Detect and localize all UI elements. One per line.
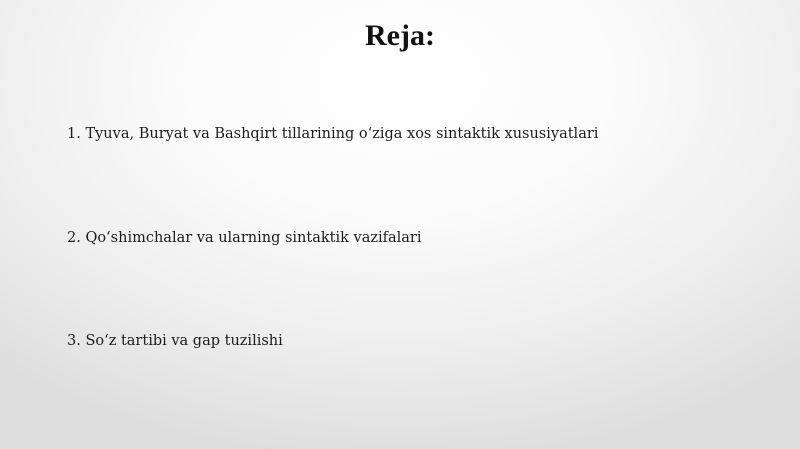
- list-item-3: 3. So‘z tartibi va gap tuzilishi: [67, 333, 283, 349]
- list-item-1: 1. Tyuva, Buryat va Bashqirt tillarining o‘ziga xos sintaktik xususiyatlari: [67, 126, 599, 142]
- slide-title: Reja:: [365, 19, 435, 52]
- list-item-2: 2. Qo‘shimchalar va ularning sintaktik vazifalari: [67, 230, 422, 246]
